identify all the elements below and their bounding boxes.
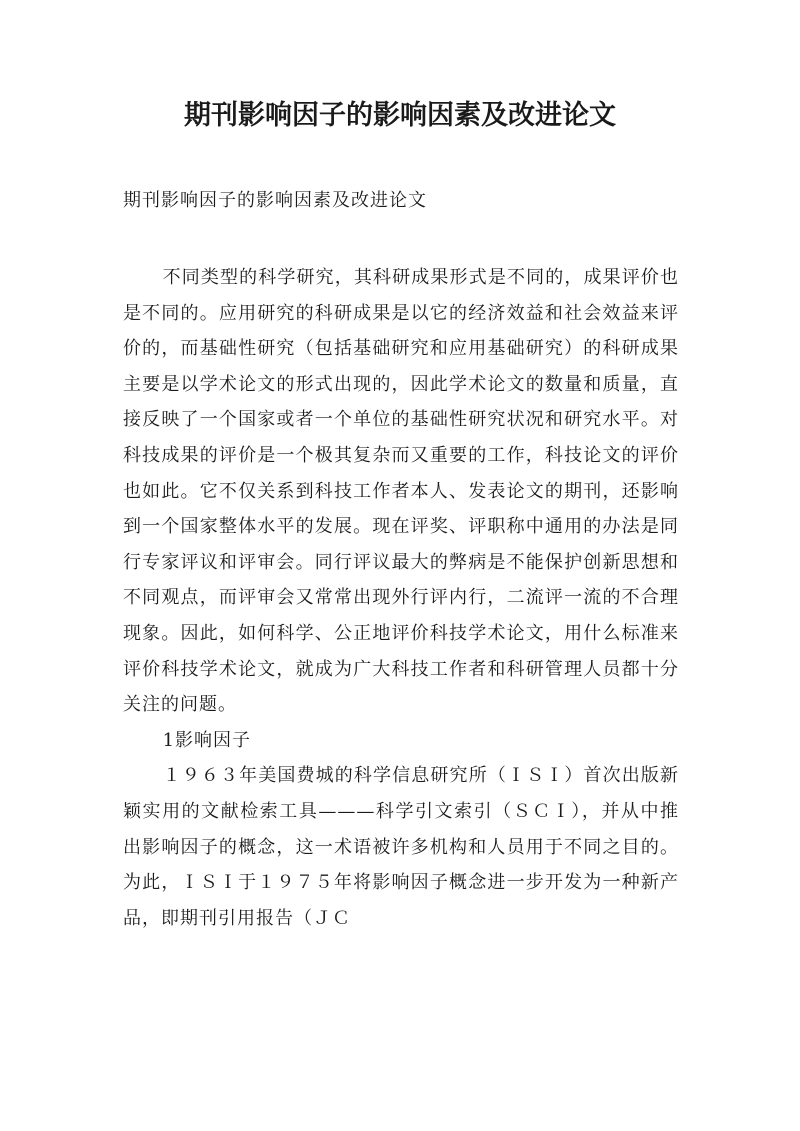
document-body (123, 260, 679, 936)
document-subtitle: 期刊影响因子的影响因素及改进论文 (123, 190, 427, 211)
body-paragraph-history: １９６３年美国费城的科学信息研究所（ＩＳＩ）首次出版新颖实用的文献检索工具———科学引文索引（ＳＣＩ），并从中推出影响因子的概念，这一术语被许多机构和人员用于不同之目的。为此，ＩＳＩ于１９７５年将影响因子概念进一步开发为一种新产品，即期刊引用报告（ＪＣ (123, 765, 679, 929)
document-title: 期刊影响因子的影响因素及改进论文 (184, 100, 616, 131)
section-heading-impact-factor: 1影响因子 (162, 729, 252, 751)
body-paragraph-intro: 不同类型的科学研究，其科研成果形式是不同的，成果评价也是不同的。应用研究的科研成果是以它的经济效益和社会效益来评价的，而基础性研究（包括基础研究和应用基础研究）的科研成果主要是以学术论文的形式出现的，因此学术论文的数量和质量，直接反映了一个国家或者一个单位的基础性研究状况和研究水平。对科技成果的评价是一个极其复杂而又重要的工作，科技论文的评价也如此。它不仅关系到科技工作者本人、发表论文的期刊，还影响到一个国家整体水平的发展。现在评奖、评职称中通用的办法是同行专家评议和评审会。同行评议最大的弊病是不能保护创新思想和不同观点，而评审会又常常出现外行评内行，二流评一流的不合理现象。因此，如何科学、公正地评价科技学术论文，用什么标准来评价科技学术论文，就成为广大科技工作者和科研管理人员都十分关注的问题。 (123, 267, 679, 716)
